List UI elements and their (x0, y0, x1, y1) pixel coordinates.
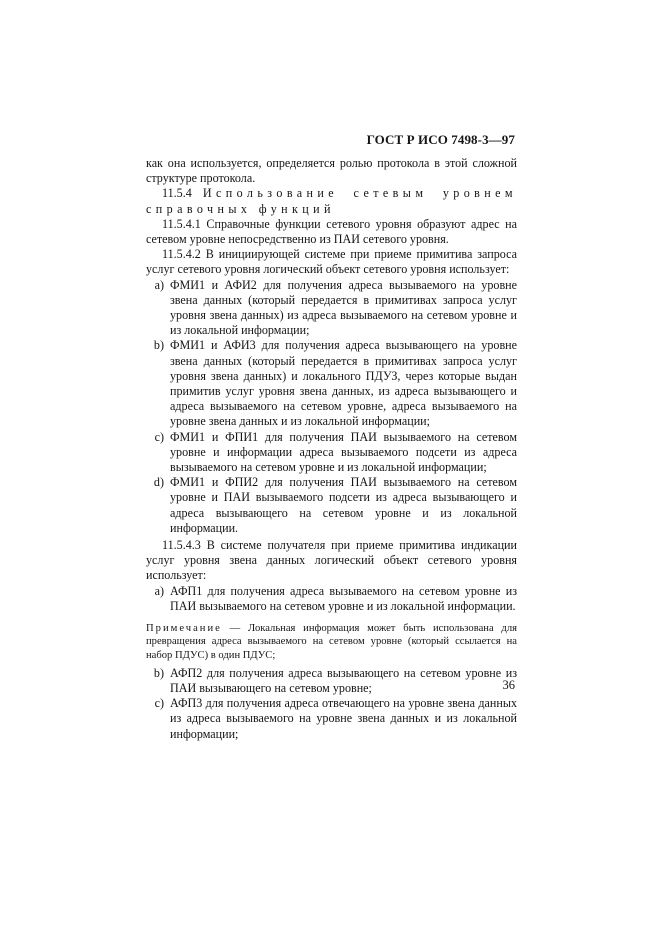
list-item-text: АФП2 для получения адреса вызывающего на сетевом уровне из ПАИ вызывающего на сетевом уровне; (170, 665, 517, 695)
list-item (146, 475, 517, 536)
list-item-text: ФМИ1 и АФИ3 для получения адреса вызывающего на уровне звена данных (который передается в примитивах запроса услуг уровня звена данных) и локального ПДУЗ, через которые выдан примитив услуг уровня звена данных, из адреса вызывающего и адреса вызываемого на сетевом уровне, адреса вызываемого на уровне звена данных и из локальной информации; (170, 338, 517, 429)
list-item-label: a) (154, 583, 164, 598)
list-item-label: c) (154, 696, 164, 711)
section-number: 11.5.4 (162, 186, 192, 201)
note-lead: Примечание (146, 623, 222, 635)
list-item (146, 338, 517, 429)
document-body (146, 156, 517, 742)
note-text: — Локальная информация может быть использована для превращения адреса вызываемого на сетевом уровне (который ссылается на набор ПДУС) в один ПДУС; (146, 623, 517, 661)
list-item-label: b) (153, 665, 164, 680)
list-receiving-system (146, 584, 517, 614)
paragraph-11-5-4-1: 11.5.4.1 Справочные функции сетевого уровня образуют адрес на сетевом уровне непосредственно из ПАИ сетевого уровня. (146, 216, 517, 247)
list-item-label: c) (154, 429, 164, 444)
paragraph-11-5-4-3: 11.5.4.3 В системе получателя при приеме примитива индикации услуг уровня звена данных логический объект сетевого уровня использует: (146, 538, 517, 583)
list-receiving-system-continued (146, 666, 517, 742)
list-item (146, 666, 517, 696)
paragraph-continuation: как она используется, определяется ролью протокола в этой сложной структуре протокола. (146, 156, 517, 186)
list-item (146, 584, 517, 614)
list-item-text: АФП1 для получения адреса вызываемого на сетевом уровне из ПАИ вызываемого на сетевом уровне и из локальной информации. (170, 583, 517, 613)
section-title: Использование сетевым уровнем справочных функций (146, 186, 517, 216)
list-initiating-system (146, 278, 517, 536)
list-item-text: ФМИ1 и ФПИ2 для получения ПАИ вызываемого на сетевом уровне и ПАИ вызываемого подсети из адреса вызывающего и адреса вызывающего на сетевом уровне и из локальной информации. (170, 475, 517, 535)
list-item-label: a) (154, 277, 164, 292)
page-number: 36 (502, 678, 515, 692)
list-item-text: ФМИ1 и АФИ2 для получения адреса вызываемого на уровне звена данных (который передается в примитивах запроса услуг уровня звена данных) из адреса вызываемого на сетевом уровне и из локальной информации; (170, 277, 517, 338)
list-item-label: d) (153, 475, 164, 490)
paragraph-11-5-4-2: 11.5.4.2 В инициирующей системе при приеме примитива запроса услуг сетевого уровня логический объект сетевого уровня использует: (146, 247, 517, 277)
list-item-text: ФМИ1 и ФПИ1 для получения ПАИ вызываемого на сетевом уровне и информации адреса вызываемого подсети из адреса вызываемого на сетевом уровне и из локальной информации; (170, 429, 517, 475)
list-item (146, 278, 517, 339)
list-item (146, 696, 517, 742)
list-item-text: АФП3 для получения адреса отвечающего на уровне звена данных из адреса вызываемого на уровне звена данных и из локальной информации; (170, 696, 517, 741)
note (146, 622, 517, 662)
section-heading (146, 186, 517, 216)
list-item (146, 430, 517, 476)
document-header: ГОСТ Р ИСО 7498-3—97 (366, 132, 515, 147)
list-item-label: b) (153, 338, 164, 353)
